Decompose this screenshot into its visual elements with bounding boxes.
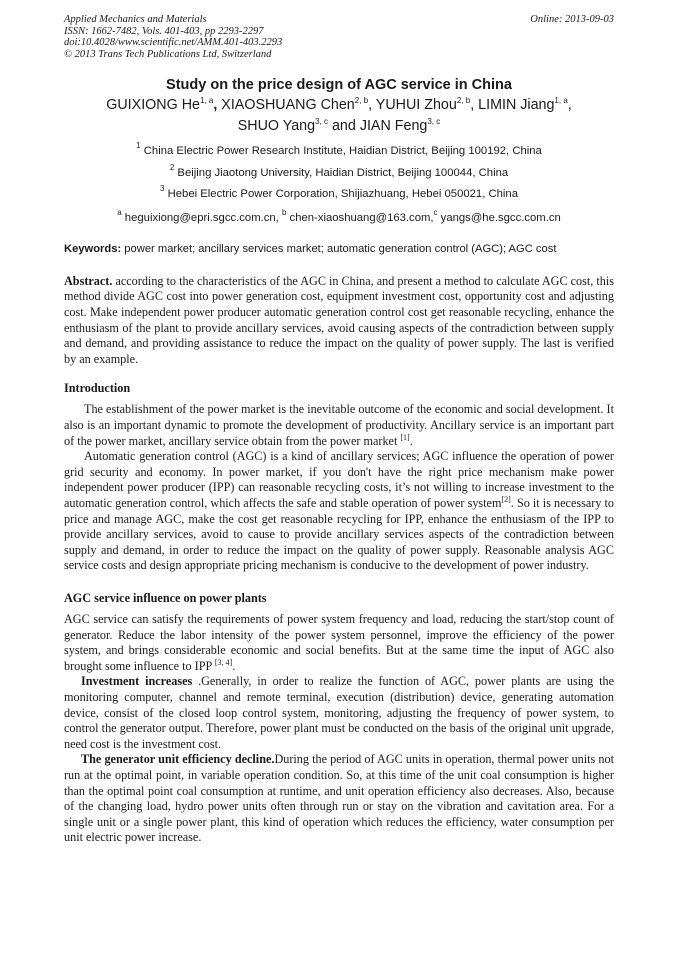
email-mark: b bbox=[281, 207, 287, 217]
keywords-label: Keywords: bbox=[64, 242, 122, 255]
affiliation: $^3$ Hebei Electric Power Corporation, Shijiazhuang, Hebei 050021, China bbox=[160, 184, 518, 201]
paragraph: Automatic generation control (AGC) is a kind of ancillary services; AGC influence the operation of power grid security and economy. In power market, if you don't have the right price mechanism make power independent power producer (IPP) can reasonable recycling costs, it’s not willing to increase investment to the automatic generation control, which affects the safe and stable operation of power system[2]. So it is necessary to price and manage AGC, make the cost get reasonable recycling for IPP, enhance the enthusiasm of the IPP to provide ancillary services, avoid to cause to provide ancillary services aspects of the contradiction between supply and demand, in order to reduce the impact on the quality of power supply. Reasonable analysis AGC service costs and design appropriate pricing mechanism is conducive to the development of power industry. bbox=[64, 449, 615, 573]
paper-page bbox=[64, 14, 614, 846]
author-list bbox=[64, 95, 614, 137]
keywords-text: power market; ancillary services market; automatic generation control (AGC); AGC cost bbox=[121, 242, 557, 255]
abstract-label: Abstract. bbox=[64, 273, 113, 288]
author-separator: , bbox=[470, 97, 479, 114]
paragraph: Investment increases .Generally, in order to realize the function of AGC, power plants are using the monitoring computer, channel and remote terminal, execution (distribution) device, generating automation device, consist of the closed loop control system, monitoring, adjusting the frequency of power system, to control the generator output. Therefore, power plant must be conducted on the basis of the original unit upgrade, need cost is the investment cost. bbox=[64, 674, 615, 751]
affiliation-mark: 3 bbox=[160, 184, 165, 194]
citation-ref[interactable]: [3, 4] bbox=[214, 657, 233, 667]
author-name: LIMIN Jiang bbox=[478, 97, 555, 114]
journal-header bbox=[64, 14, 614, 60]
paragraph: AGC service can satisfy the requirements of power system frequency and load, reducing the start/stop count of generator. Reduce the labor intensity of the power system personnel, improve the efficiency of the power system, and brings considerable economic and social benefits. But at the same time the input of AGC also brought some influence to IPP [3, 4]. bbox=[64, 611, 614, 673]
abstract-text: according to the characteristics of the AGC in China, and present a method to calculate AGC cost, this method divide AGC cost into power generation cost, equipment investment cost, opportunity cost and adjusting cost. Make independent power producer automatic generation control cost get reasonable recycling, enhance the enthusiasm of the plant to provide ancillary services, avoid causing aspects of the contradiction between supply and demand, and providing assistance to reduce the impact on the quality of power supply. The last is verified by an example. bbox=[64, 273, 614, 366]
affiliation-list bbox=[64, 141, 614, 206]
run-in-heading: Investment increases bbox=[81, 674, 193, 689]
journal-name: Applied Mechanics and Materials bbox=[64, 14, 207, 25]
copyright-line: © 2013 Trans Tech Publications Ltd, Switzerland bbox=[64, 48, 272, 60]
author-separator: , bbox=[368, 97, 376, 114]
online-date: Online: 2013-09-03 bbox=[530, 14, 614, 25]
introduction-body bbox=[64, 402, 614, 574]
abstract bbox=[64, 274, 614, 368]
email-mark: a bbox=[117, 207, 122, 217]
author-name: SHUO Yang bbox=[237, 118, 316, 135]
run-in-heading: The generator unit efficiency decline. bbox=[81, 752, 275, 767]
author-separator: , bbox=[567, 97, 572, 114]
author-affiliation-mark: 2, b bbox=[354, 96, 369, 106]
doi-line[interactable]: doi:10.4028/www.scientific.net/AMM.401-403.2293 bbox=[64, 37, 283, 49]
author-name: GUIXIONG He bbox=[106, 97, 200, 114]
author-name: YUHUI Zhou bbox=[375, 97, 457, 114]
section-heading-agc-influence: AGC service influence on power plants bbox=[64, 590, 267, 605]
citation-ref[interactable]: [1] bbox=[400, 432, 410, 442]
author-affiliation-mark: 2, b bbox=[456, 96, 471, 106]
section2-body bbox=[64, 612, 614, 846]
author-affiliation-mark: 3, c bbox=[315, 117, 328, 127]
author-name: JIAN Feng bbox=[359, 118, 428, 135]
email-link[interactable]: chen-xiaoshuang@163.com, bbox=[286, 211, 434, 224]
author-separator: , bbox=[213, 97, 222, 114]
affiliation-mark: 1 bbox=[136, 141, 141, 151]
affiliation: $^1$ China Electric Power Research Institute, Haidian District, Beijing 100192, China bbox=[136, 141, 542, 158]
issn-line: ISSN: 1662-7482, Vols. 401-403, pp 2293-2297 bbox=[64, 25, 264, 37]
paper-title: Study on the price design of AGC service in China bbox=[166, 77, 512, 94]
author-name: XIAOSHUANG Chen bbox=[221, 97, 355, 114]
citation-ref[interactable]: [2] bbox=[501, 495, 511, 504]
email-mark: c bbox=[433, 207, 438, 217]
author-affiliation-mark: 1, a bbox=[199, 96, 214, 106]
email-link[interactable]: yangs@he.sgcc.com.cn bbox=[437, 211, 561, 224]
author-separator: and bbox=[328, 118, 360, 135]
affiliation: $^2$ Beijing Jiaotong University, Haidian District, Beijing 100044, China bbox=[169, 162, 509, 179]
keywords bbox=[64, 243, 614, 255]
section-heading-introduction: Introduction bbox=[64, 381, 131, 396]
paragraph: The establishment of the power market is the inevitable outcome of the economic and social development. It also is an important dynamic to promote the development of productivity. Ancillary service is an important part of the power market, ancillary service obtain from the power market [1]. bbox=[64, 402, 614, 448]
email-list bbox=[64, 208, 614, 229]
author-affiliation-mark: 1, a bbox=[554, 96, 568, 106]
affiliation-mark: 2 bbox=[169, 162, 175, 172]
author-affiliation-mark: 3, c bbox=[427, 117, 441, 127]
paragraph: The generator unit efficiency decline.During the period of AGC units in operation, thermal power units not run at the optimal point, in variable operation condition. So, at this time of the unit coal consumption is higher than the optimal point coal consumption at runtime, and unit operation efficiency also decreases. Also, because of the changing load, hydro power units often through run or stay on the vibration and cavitation area. For a single unit or a single power plant, this kind of operation which reduces the efficiency, water consumption per unit electric power increase. bbox=[64, 752, 614, 845]
email-link[interactable]: heguixiong@epri.sgcc.com.cn, bbox=[121, 211, 282, 224]
